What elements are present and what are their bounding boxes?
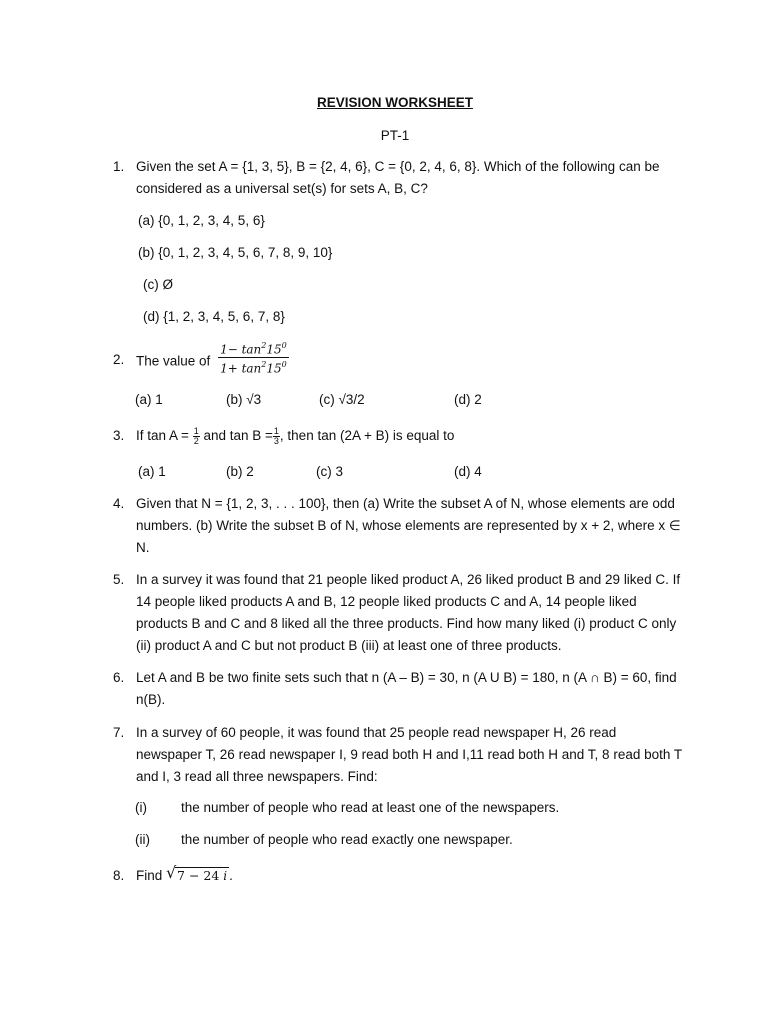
question-text: Given that N = {1, 2, 3, . . . 100}, then (a) Write the subset A of N, whose elements are odd numbers. (b) Write the subset B of N, whose elements are represented by x + 2, where x ∈ N. (136, 496, 681, 555)
question-text: Let A and B be two finite sets such that n (A – B) = 30, n (A U B) = 180, n (A ∩ B) = 60, find n(B). (136, 670, 677, 707)
question-text (136, 865, 683, 887)
q2-option-d: (d) 2 (454, 392, 482, 407)
question-8 (113, 865, 683, 887)
question-5 (113, 569, 683, 657)
question-7 (113, 722, 683, 788)
q3-option-c: (c) 3 (316, 464, 343, 479)
square-root-expression: √ 7 − 24 i (166, 863, 228, 883)
item-label: (ii) (135, 832, 150, 847)
q3-mid: and tan B = (203, 428, 273, 443)
q3-option-d: (d) 4 (454, 464, 482, 479)
question-number: 7. (113, 725, 125, 740)
question-number: 6. (113, 670, 125, 685)
q8-end: . (229, 868, 233, 883)
q2-option-a: (a) 1 (135, 392, 163, 407)
q3-option-a: (a) 1 (138, 464, 166, 479)
q2-option-b: (b) √3 (226, 392, 262, 407)
item-text: the number of people who read exactly one newspaper. (181, 832, 513, 847)
question-text: Given the set A = {1, 3, 5}, B = {2, 4, 6}, C = {0, 2, 4, 6, 8}. Which of the following can be considered as a universal set(s) for sets A, B, C? (136, 159, 660, 196)
question-number: 1. (113, 159, 125, 174)
question-text: In a survey of 60 people, it was found that 25 people read newspaper H, 26 read newspaper T, 26 read newspaper I, 9 read both H and I,11 read both H and T, 8 read both T and I, 3 read all three newspapers. Find: (136, 725, 682, 784)
q3-option-b: (b) 2 (226, 464, 254, 479)
q3-tail: , then tan (2A + B) is equal to (279, 428, 455, 443)
q2-lead: The value of (136, 353, 211, 369)
q1-option-b: (b) {0, 1, 2, 3, 4, 5, 6, 7, 8, 9, 10} (138, 245, 333, 260)
question-3 (113, 425, 683, 447)
question-number: 3. (113, 428, 125, 443)
question-number: 8. (113, 868, 125, 883)
question-number: 5. (113, 572, 125, 587)
q1-option-c: (c) Ø (143, 277, 173, 292)
page-title: REVISION WORKSHEET (316, 95, 473, 110)
fraction-one-third: $\frac{1}{3}$ (273, 425, 279, 446)
item-label: (i) (135, 800, 147, 815)
item-text: the number of people who read at least one of the newspapers. (181, 800, 560, 815)
q8-lead: Find (136, 868, 163, 883)
question-number: 4. (113, 496, 125, 511)
question-4 (113, 493, 683, 559)
page-subtitle: PT-1 (380, 128, 410, 143)
question-text (136, 425, 683, 447)
question-number: 2. (113, 352, 125, 367)
q3-lead: If tan A = (136, 428, 189, 443)
question-1 (113, 156, 683, 200)
fraction-numerator: $1- \tan^215^0$ (220, 341, 287, 357)
question-text: In a survey it was found that 21 people liked product A, 26 liked product B and 29 liked C. If 14 people liked products A and B, 12 people liked products C and A, 14 people liked products B and C and 8 liked all the three products. Find how many liked (i) product C only (ii) product A and C but not product B (iii) at least one of three products. (136, 572, 681, 653)
fraction-denominator: $1+ \tan^215^0$ (220, 359, 287, 375)
q1-option-d: (d) {1, 2, 3, 4, 5, 6, 7, 8} (143, 309, 285, 324)
fraction-one-half: $\frac{1}{2}$ (193, 425, 199, 446)
q2-option-c: (c) √3/2 (319, 392, 365, 407)
q2-fraction (218, 339, 289, 375)
question-text (136, 341, 683, 375)
question-6 (113, 667, 683, 711)
q1-option-a: (a) {0, 1, 2, 3, 4, 5, 6} (138, 213, 265, 228)
question-2 (113, 341, 683, 375)
